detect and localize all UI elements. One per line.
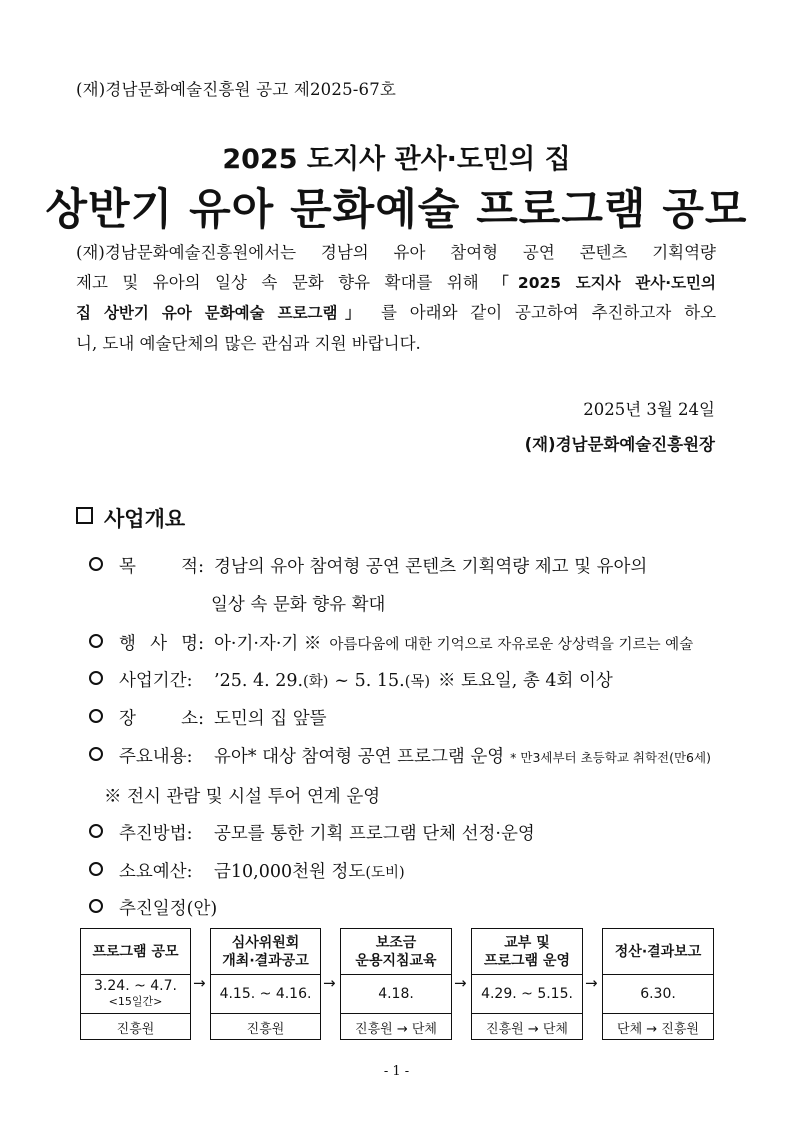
step-dates: 4.29. ~ 5.15. (472, 974, 582, 1014)
notice-number: (재)경남문화예술진흥원 공고 제2025-67호 (76, 80, 397, 99)
schedule-step (210, 928, 321, 1040)
event-label: 행 사 명: (119, 634, 204, 654)
purpose-label: 목 적: (119, 557, 204, 577)
period-note: ※ 토요일, 총 4회 이상 (438, 671, 613, 691)
arrow-right-icon: → (323, 974, 336, 992)
event-value: 아·기·자·기 ※ (214, 634, 322, 654)
intro-line-1: (재)경남문화예술진흥원에서는 경남의 유아 참여형 공연 콘텐츠 기획역량 (76, 243, 716, 262)
page-number: - 1 - (383, 1064, 410, 1079)
place-value: 도민의 집 앞뜰 (214, 709, 327, 729)
budget-label: 소요예산: (119, 862, 193, 882)
schedule-step (471, 928, 583, 1040)
budget-value: 금10,000천원 정도 (214, 862, 366, 882)
overview-budget (89, 858, 405, 883)
circle-bullet-icon (89, 824, 103, 838)
circle-bullet-icon (89, 747, 103, 761)
circle-bullet-icon (89, 862, 103, 876)
step-dates: 4.15. ~ 4.16. (211, 974, 320, 1014)
method-label: 추진방법: (119, 824, 193, 844)
period-start: ’25. 4. 29. (214, 671, 304, 691)
content-label: 주요내용: (119, 747, 193, 767)
period-start-day: (화) (303, 674, 329, 690)
circle-bullet-icon (89, 557, 103, 571)
step-title: 심사위원회 개최·결과공고 (222, 934, 309, 969)
notice-date: 2025년 3월 24일 (583, 400, 715, 419)
method-value: 공모를 통한 기획 프로그램 단체 선정·운영 (214, 824, 535, 844)
step-owner: 진흥원 → 단체 (486, 1021, 568, 1037)
schedule-step (340, 928, 452, 1040)
intro-line-4: 니, 도내 예술단체의 많은 관심과 지원 바랍니다. (76, 334, 421, 353)
step-owner: 진흥원 (246, 1021, 285, 1037)
schedule-label: 추진일정(안) (119, 899, 218, 919)
overview-purpose (89, 553, 647, 578)
circle-bullet-icon (89, 634, 103, 648)
arrow-right-icon: → (585, 974, 598, 992)
arrow-right-icon: → (193, 974, 206, 992)
purpose-value-cont: 일상 속 문화 향유 확대 (211, 595, 386, 615)
issuer-name: (재)경남문화예술진흥원장 (524, 435, 715, 454)
intro-bold-text: 「2025 도지사 관사·도민의 (493, 274, 716, 292)
section-title: 사업개요 (104, 507, 186, 531)
circle-bullet-icon (89, 671, 103, 685)
step-owner: 진흥원 → 단체 (355, 1021, 437, 1037)
overview-place (89, 705, 327, 730)
circle-bullet-icon (89, 709, 103, 723)
circle-bullet-icon (89, 899, 103, 913)
step-title: 정산·결과보고 (614, 943, 702, 960)
step-title: 프로그램 공모 (92, 943, 179, 960)
place-label: 장 소: (119, 709, 204, 729)
step-dates: 6.30. (603, 974, 713, 1014)
content-sub-note: ※ 전시 관람 및 시설 투어 연계 운영 (104, 787, 381, 807)
intro-line-3: 집 상반기 유아 문화예술 프로그램」 를 아래와 같이 공고하여 추진하고자 하오 (76, 303, 717, 322)
intro-bold-text: 집 상반기 유아 문화예술 프로그램」 (76, 304, 369, 322)
arrow-right-icon: → (454, 974, 467, 992)
event-note: 아름다움에 대한 기억으로 자유로운 상상력을 기르는 예술 (329, 637, 694, 653)
overview-schedule (89, 895, 217, 920)
purpose-value: 경남의 유아 참여형 공연 콘텐츠 기획역량 제고 및 유아의 (214, 557, 648, 577)
content-note: * 만3세부터 초등학교 취학전(만6세) (510, 750, 711, 765)
content-value: 유아* 대상 참여형 공연 프로그램 운영 (214, 747, 505, 767)
overview-period (89, 667, 613, 692)
title-line-2: 상반기 유아 문화예술 프로그램 공모 (45, 185, 748, 235)
overview-content (89, 743, 711, 768)
overview-event-name (89, 630, 693, 655)
section-square-icon (76, 507, 93, 524)
step-owner: 단체 → 진흥원 (617, 1021, 699, 1037)
schedule-step (602, 928, 714, 1040)
title-line-1: 2025 도지사 관사·도민의 집 (222, 144, 571, 175)
step-owner: 진흥원 (116, 1021, 155, 1037)
step-title: 보조금 운용지침교육 (355, 934, 437, 969)
step-title: 교부 및 프로그램 운영 (483, 934, 571, 969)
schedule-step (80, 928, 191, 1040)
step-dates: 4.18. (341, 974, 451, 1014)
intro-line-2: 제고 및 유아의 일상 속 문화 향유 확대를 위해 「2025 도지사 관사·도민의 (76, 273, 716, 292)
step-dates: 3.24. ~ 4.7. <15일간> (81, 974, 190, 1014)
overview-method (89, 820, 535, 845)
period-label: 사업기간: (119, 671, 193, 691)
budget-note: (도비) (365, 865, 405, 881)
period-end: ~ 5. 15. (334, 671, 405, 691)
period-end-day: (목) (404, 674, 431, 690)
